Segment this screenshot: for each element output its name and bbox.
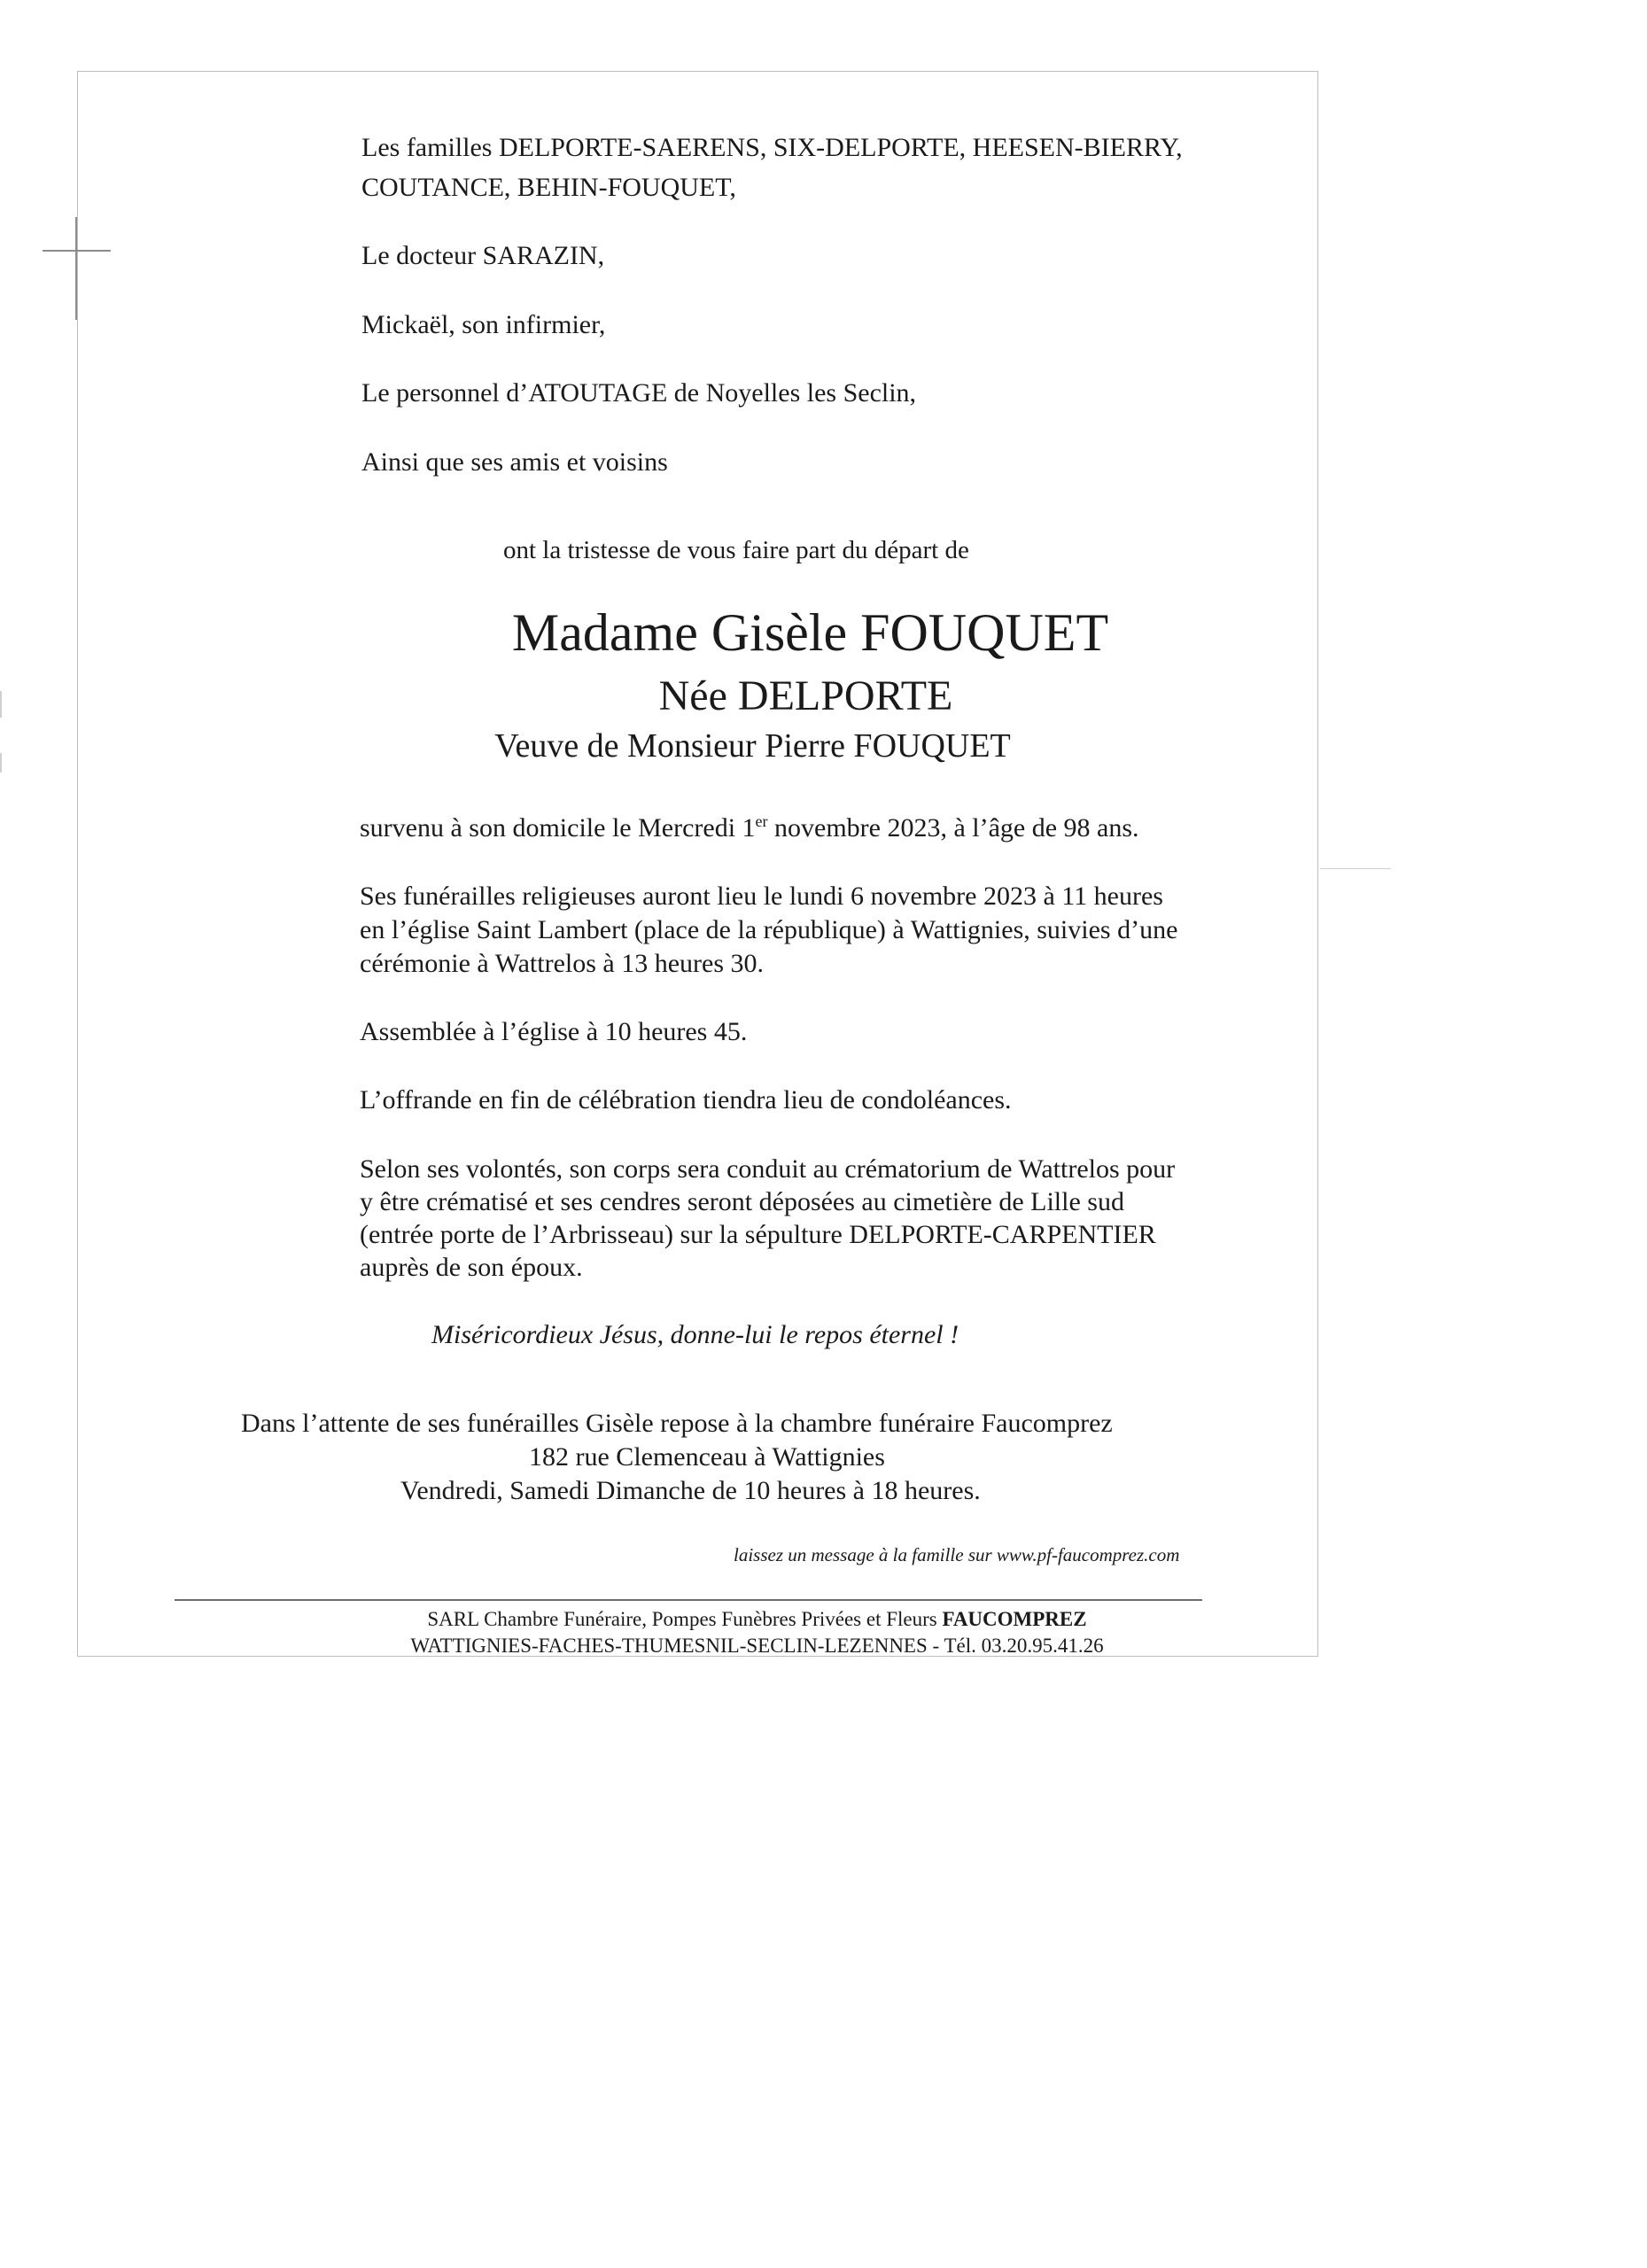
wishes-line-2: y être crématisé et ses cendres seront déposées au cimetière de Lille sud <box>360 1187 1124 1216</box>
funeral-line-3: cérémonie à Wattrelos à 13 heures 30. <box>360 949 765 978</box>
rest-line-1: Dans l’attente de ses funérailles Gisèle repose à la chambre funéraire Faucomprez <box>241 1409 1113 1438</box>
footer-line-1 <box>0 1608 1581 1631</box>
nurse-line: Mickaël, son infirmier, <box>361 310 606 339</box>
prayer-line: Miséricordieux Jésus, donne-lui le repos éternel ! <box>431 1320 959 1349</box>
death-superscript: er <box>755 812 768 830</box>
footer-brand: FAUCOMPREZ <box>942 1608 1087 1630</box>
rest-line-2: 182 rue Clemenceau à Wattignies <box>529 1442 885 1472</box>
death-line <box>360 813 1139 843</box>
wishes-line-1: Selon ses volontés, son corps sera conduit au crématorium de Wattrelos pour <box>360 1154 1176 1184</box>
families-line-2: COUTANCE, BEHIN-FOUQUET, <box>361 173 736 202</box>
cross-icon-vertical <box>75 217 77 320</box>
rest-line-3: Vendredi, Samedi Dimanche de 10 heures à 18 heures. <box>400 1476 981 1505</box>
offering-line: L’offrande en fin de célébration tiendra lieu de condoléances. <box>360 1085 1012 1115</box>
families-line-1: Les familles DELPORTE-SAERENS, SIX-DELPORTE, HEESEN-BIERRY, <box>361 133 1183 162</box>
footer-line-2: WATTIGNIES-FACHES-THUMESNIL-SECLIN-LEZENNES - Tél. 03.20.95.41.26 <box>410 1635 1104 1657</box>
friends-line: Ainsi que ses amis et voisins <box>361 447 668 477</box>
footer-prefix: SARL Chambre Funéraire, Pompes Funèbres Privées et Fleurs <box>427 1608 943 1630</box>
wishes-line-4: auprès de son époux. <box>360 1253 583 1282</box>
death-after: novembre 2023, à l’âge de 98 ans. <box>767 813 1139 843</box>
scan-mark <box>1320 868 1391 869</box>
birth-name: Née DELPORTE <box>658 672 953 719</box>
wishes-line-3: (entrée porte de l’Arbrisseau) sur la sépulture DELPORTE-CARPENTIER <box>360 1220 1156 1249</box>
funeral-line-1: Ses funérailles religieuses auront lieu le lundi 6 novembre 2023 à 11 heures <box>360 882 1163 911</box>
cross-icon-horizontal <box>43 250 111 252</box>
message-note: laissez un message à la famille sur www.pf-faucomprez.com <box>734 1544 1180 1565</box>
widow-line: Veuve de Monsieur Pierre FOUQUET <box>494 727 1011 765</box>
death-before: survenu à son domicile le Mercredi 1 <box>360 813 756 843</box>
funeral-line-2: en l’église Saint Lambert (place de la république) à Wattignies, suivies d’une <box>360 915 1178 944</box>
footer-divider <box>175 1599 1202 1601</box>
assembly-line: Assemblée à l’église à 10 heures 45. <box>360 1017 748 1046</box>
doctor-line: Le docteur SARAZIN, <box>361 241 605 270</box>
intro-line: ont la tristesse de vous faire part du départ de <box>503 536 969 564</box>
deceased-name: Madame Gisèle FOUQUET <box>511 603 1109 662</box>
staff-line: Le personnel d’ATOUTAGE de Noyelles les Seclin, <box>361 378 917 408</box>
